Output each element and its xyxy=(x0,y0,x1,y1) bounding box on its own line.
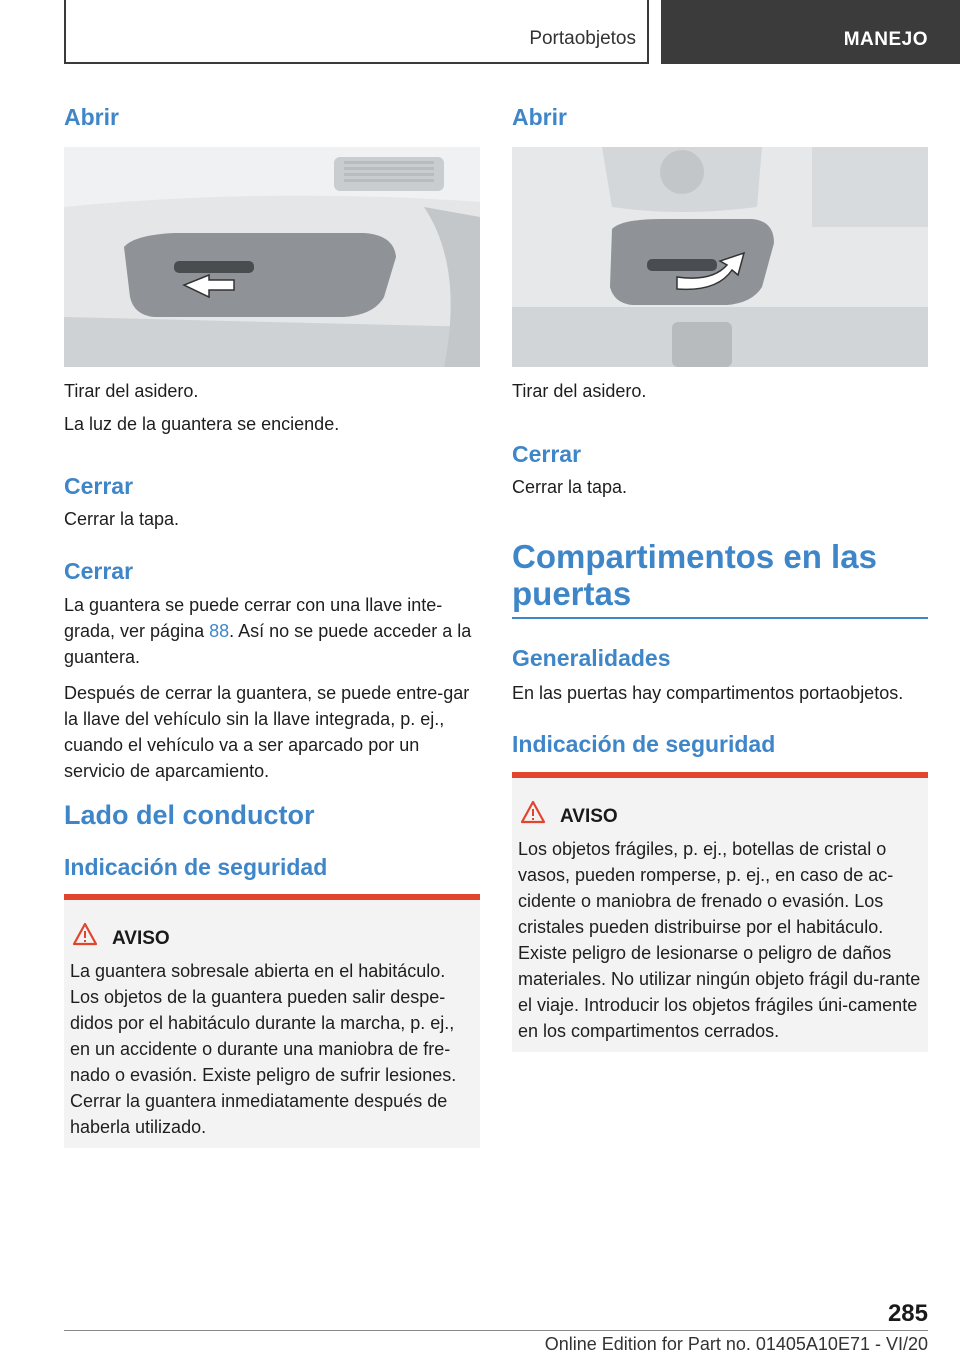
glovebox-driver-illustration xyxy=(512,147,928,367)
left-open-heading: Abrir xyxy=(64,104,119,130)
footer-rule xyxy=(64,1330,928,1331)
left-lock-paragraph xyxy=(64,592,480,670)
lock-text-before: La guantera se puede cerrar con una llave inte-grada, ver página xyxy=(64,595,443,641)
page-number: 285 xyxy=(887,1300,928,1327)
glovebox-passenger-illustration xyxy=(64,147,480,367)
lock-text-after: . Así no se puede acceder a la guantera. xyxy=(64,621,472,667)
left-warning-text: La guantera sobresale abierta en el habitáculo. Los objetos de la guantera pueden salir despe-didos por el habitáculo durante la marcha, p. ej., en un accidente o durante una maniobra de fre-nado o evasión. Existe peligro de sufrir lesiones. Cerrar la guantera inmediatamente después de haberla utilizado. xyxy=(70,961,457,1137)
glovebox-passenger-photo xyxy=(64,147,480,367)
right-general-heading: Generalidades xyxy=(512,645,671,671)
header-chapter-label: MANEJO xyxy=(843,29,928,50)
right-doors-heading: Compartimentos en las puertas xyxy=(512,538,877,612)
right-warning-box xyxy=(512,772,928,1052)
right-close-heading: Cerrar xyxy=(512,441,582,467)
warning-triangle-icon xyxy=(520,800,546,824)
glovebox-driver-photo xyxy=(512,147,928,367)
doors-heading-rule xyxy=(512,617,928,619)
left-safety-heading: Indicación de seguridad xyxy=(64,854,328,880)
warning-triangle-icon xyxy=(72,922,98,946)
left-warning-box xyxy=(64,894,480,1148)
page-88-link[interactable]: 88 xyxy=(209,621,230,641)
left-warning-title: AVISO xyxy=(112,928,170,949)
left-close-heading-1: Cerrar xyxy=(64,473,134,499)
header-frame-left xyxy=(64,0,66,64)
right-general-text: En las puertas hay compartimentos portaobjetos. xyxy=(512,683,904,703)
footer-edition: Online Edition for Part no. 01405A10E71 - VI/20 xyxy=(544,1334,928,1354)
left-open-step-1: Tirar del asidero. xyxy=(64,381,199,401)
header-chapter-tab xyxy=(661,0,960,64)
header-frame-bottom xyxy=(64,62,648,64)
right-safety-heading: Indicación de seguridad xyxy=(512,731,776,757)
right-open-heading: Abrir xyxy=(512,104,567,130)
left-driver-heading: Lado del conductor xyxy=(64,800,315,830)
right-open-step: Tirar del asidero. xyxy=(512,381,647,401)
left-close-text-1: Cerrar la tapa. xyxy=(64,509,180,529)
header-section-title: Portaobjetos xyxy=(529,28,636,49)
right-close-text: Cerrar la tapa. xyxy=(512,477,628,497)
right-warning-title: AVISO xyxy=(560,806,618,827)
header-frame-divider xyxy=(647,0,649,64)
right-warning-text: Los objetos frágiles, p. ej., botellas de cristal o vasos, pueden romperse, p. ej., en caso de ac-cidente o maniobra de frenado o evasión. Los cristales pueden distribuirse por el habitáculo. Existe peligro de lesionarse o peligro de daños materiales. No utilizar ningún objeto frágil du-rante el viaje. Introducir los objetos frágiles úni-camente en los compartimentos cerrados. xyxy=(518,839,921,1041)
left-valet-paragraph: Después de cerrar la guantera, se puede entre-gar la llave del vehículo sin la llave integrada, p. ej., cuando el vehículo va a ser aparcado por un servicio de aparcamiento. xyxy=(64,683,470,781)
left-open-step-2: La luz de la guantera se enciende. xyxy=(64,414,340,434)
left-close-heading-2: Cerrar xyxy=(64,558,134,584)
